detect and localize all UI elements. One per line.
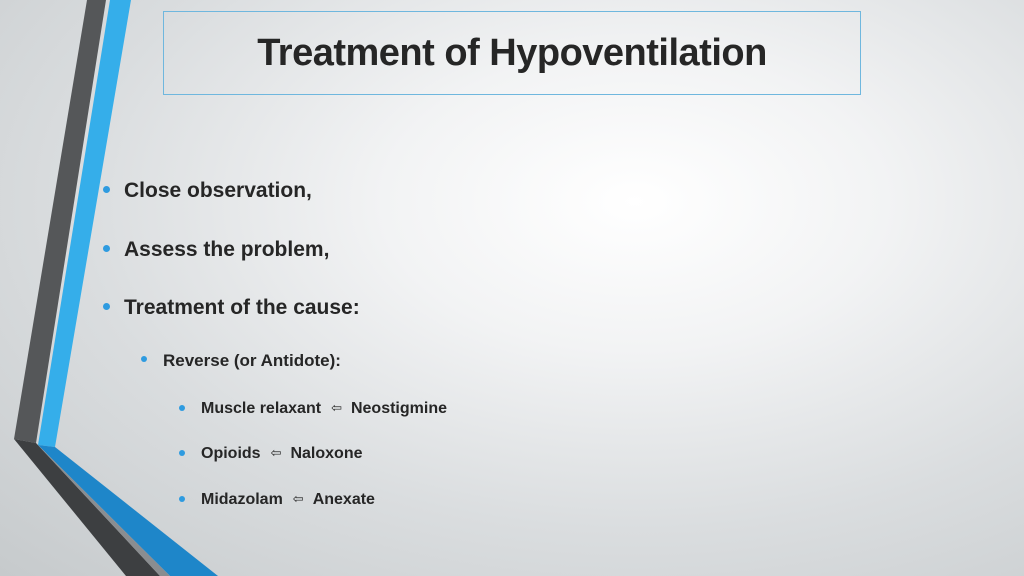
bullet-dot <box>179 496 185 502</box>
bullet-dot <box>141 356 147 362</box>
bullet-dot <box>103 245 110 252</box>
antidote-item <box>201 445 362 463</box>
antidote-item <box>201 491 375 509</box>
bullet-item <box>124 296 360 320</box>
bullet-dot <box>179 405 185 411</box>
sub-bullet-item <box>163 351 341 371</box>
bullet-text: Assess the problem, <box>124 238 330 261</box>
antidote-name: Neostigmine <box>350 400 447 417</box>
title-box <box>163 11 861 95</box>
left-arrow-icon: ⇦ <box>331 400 342 415</box>
drug-name: Muscle relaxant <box>201 400 322 417</box>
bullet-text: Close observation, <box>124 179 312 202</box>
bullet-dot <box>179 450 185 456</box>
bullet-dot <box>103 186 110 193</box>
left-arrow-icon: ⇦ <box>270 445 282 460</box>
antidote-item <box>201 400 447 418</box>
left-arrow-icon: ⇦ <box>292 491 304 506</box>
dark-diagonal-stripe <box>14 439 160 576</box>
antidote-name: Naloxone <box>290 445 363 462</box>
drug-name: Midazolam <box>201 491 283 508</box>
sub-bullet-text: Reverse (or Antidote): <box>163 351 341 370</box>
bullet-dot <box>103 303 110 310</box>
bullet-item <box>124 179 312 203</box>
bullet-item <box>124 238 329 262</box>
antidote-name: Anexate <box>312 491 375 508</box>
bullet-text: Treatment of the cause: <box>124 296 360 319</box>
slide-title: Treatment of Hypoventilation <box>257 31 767 74</box>
drug-name: Opioids <box>201 445 261 462</box>
